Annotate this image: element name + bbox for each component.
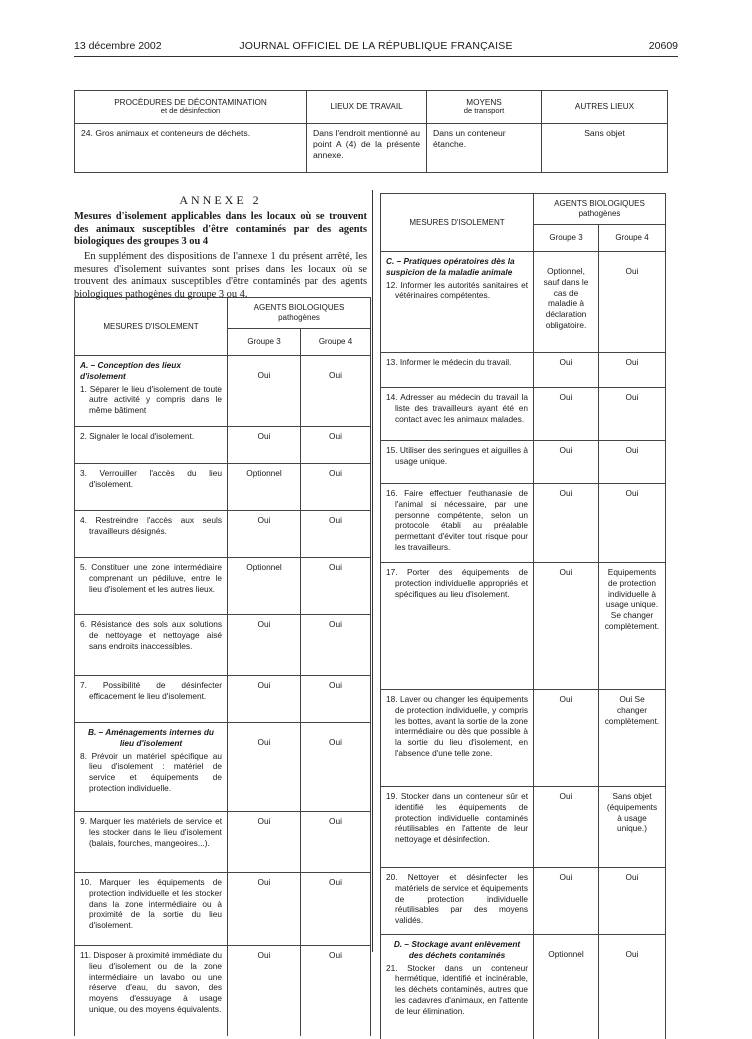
section-title: D. – Stockage avant enlèvement des déchets contaminés: [386, 939, 528, 961]
cell-measure: [75, 873, 228, 946]
annex-heading: Mesures d'isolement applicables dans les locaux où se trouvent des animaux susceptibles d'être contaminés par des agents biologiques des groupes 3 ou 4: [74, 211, 367, 249]
measure-text: 9. Marquer les matériels de service et les stocker dans le lieu d'isolement (balais, fourches, mangeoires...).: [80, 816, 222, 848]
table-header-row: [381, 194, 666, 225]
cell-group-4: Oui: [301, 723, 371, 812]
cell-group-4: Oui: [301, 464, 371, 511]
cell-measure: [75, 812, 228, 873]
cell-group-4: Sans objet (équipements à usage unique.): [599, 787, 666, 868]
cell-group-3: Oui: [534, 868, 599, 935]
table-row: [381, 787, 666, 868]
table-row: [75, 676, 371, 723]
table-row: [381, 868, 666, 935]
cell-group-4: Oui: [301, 511, 371, 558]
cell-measure: [381, 484, 534, 563]
header-lieux-travail: LIEUX DE TRAVAIL: [307, 91, 427, 124]
table-row: [75, 464, 371, 511]
isolation-measures-table-right: [380, 193, 666, 1039]
header-page-number: 20609: [649, 40, 678, 52]
cell-group-4: Oui: [301, 873, 371, 946]
cell-group-4: Oui: [301, 558, 371, 615]
measure-text: 3. Verrouiller l'accès du lieu d'isolement.: [80, 468, 222, 490]
table-row: [381, 484, 666, 563]
cell-measure: [381, 690, 534, 787]
cell-group-4: Oui: [301, 946, 371, 1037]
cell-group-3: Oui: [228, 946, 301, 1037]
measure-text: 4. Restreindre l'accès aux seuls travailleurs désignés.: [80, 515, 222, 537]
cell-measure: [75, 558, 228, 615]
cell-group-3: Oui: [228, 873, 301, 946]
header-agents: AGENTS BIOLOGIQUES pathogènes: [228, 298, 371, 329]
cell-group-3: Oui: [534, 690, 599, 787]
cell-group-3: Oui: [534, 484, 599, 563]
cell-measure: [381, 868, 534, 935]
cell-measure: [75, 723, 228, 812]
cell-group-4: Oui: [301, 676, 371, 723]
measure-text: 8. Prévoir un matériel spécifique au lieu d'isolement : matériel de service et équipements de protection individuelle.: [80, 751, 222, 794]
table-row: [75, 723, 371, 812]
table-header-row: [75, 298, 371, 329]
section-title: C. – Pratiques opératoires dès la suspicion de la maladie animale: [386, 256, 528, 278]
table-row: [381, 252, 666, 353]
table-row: [381, 388, 666, 441]
cell-group-4: Oui: [599, 353, 666, 388]
cell-measure: [381, 441, 534, 484]
cell-group-4: Oui: [599, 388, 666, 441]
table-row: [75, 124, 668, 173]
cell-measure: [75, 676, 228, 723]
header-group-3: Groupe 3: [228, 329, 301, 356]
table-row: [75, 946, 371, 1037]
column-divider: [372, 190, 373, 952]
cell-group-3: Optionnel: [228, 558, 301, 615]
table-row: [381, 441, 666, 484]
measure-text: 19. Stocker dans un conteneur sûr et identifié les équipements de protection individuelle contaminés réutilisables en l'attente de leur nettoyage et désinfection.: [386, 791, 528, 845]
cell-group-3: Oui: [228, 511, 301, 558]
cell-group-4: Oui: [599, 441, 666, 484]
header-journal-title: JOURNAL OFFICIEL DE LA RÉPUBLIQUE FRANÇAISE: [74, 40, 678, 52]
cell-group-3: Oui: [228, 676, 301, 723]
measure-text: 15. Utiliser des seringues et aiguilles à usage unique.: [386, 445, 528, 467]
table-header-row: [75, 91, 668, 124]
table-row: [75, 356, 371, 427]
cell-group-4: Oui: [599, 935, 666, 1039]
table-row: [75, 558, 371, 615]
cell-measure: [75, 356, 228, 427]
table-row: [75, 511, 371, 558]
cell-measure: [381, 353, 534, 388]
isolation-measures-table-left: [74, 297, 371, 1036]
cell-group-3: Optionnel: [228, 464, 301, 511]
table-row: [381, 690, 666, 787]
header-group-3: Groupe 3: [534, 225, 599, 252]
annex-title: ANNEXE 2: [74, 193, 367, 208]
cell-autres: Sans objet: [542, 124, 668, 173]
table-row: [75, 873, 371, 946]
measure-text: 6. Résistance des sols aux solutions de nettoyage et nettoyage aisé sans endroits inaccessibles.: [80, 619, 222, 651]
cell-group-3: Oui: [228, 615, 301, 676]
cell-moyens: Dans un conteneur étanche.: [427, 124, 542, 173]
measure-text: 13. Informer le médecin du travail.: [386, 357, 528, 368]
header-agents: AGENTS BIOLOGIQUES pathogènes: [534, 194, 666, 225]
cell-group-3: Oui: [534, 441, 599, 484]
cell-group-3: Oui: [228, 812, 301, 873]
measure-text: 20. Nettoyer et désinfecter les matériels de service et équipements de protection individuelle réutilisables par des moyens validés.: [386, 872, 528, 926]
measure-text: 21. Stocker dans un conteneur hermétique, identifié et incinérable, les déchets contaminés, autres que les cadavres d'animaux, en l'attente de leur élimination.: [386, 963, 528, 1017]
table-row: [381, 935, 666, 1039]
measure-text: 17. Porter des équipements de protection individuelle appropriés et spécifiques au lieu d'isolement.: [386, 567, 528, 599]
measure-text: 2. Signaler le local d'isolement.: [80, 431, 222, 442]
cell-measure: [75, 615, 228, 676]
header-group-4: Groupe 4: [599, 225, 666, 252]
header-autres-lieux: AUTRES LIEUX: [542, 91, 668, 124]
cell-measure: [381, 252, 534, 353]
measure-text: 14. Adresser au médecin du travail la liste des travailleurs ayant été en contact avec les animaux malades.: [386, 392, 528, 424]
cell-group-3: Optionnel, sauf dans le cas de maladie à déclaration obligatoire.: [534, 252, 599, 353]
header-measures: MESURES D'ISOLEMENT: [75, 298, 228, 356]
table-row: [75, 812, 371, 873]
page-header: [74, 40, 678, 57]
measure-text: 10. Marquer les équipements de protection individuelle et les stocker dans la zone intermédiaire ou à proximité de la sortie du lieu d'isolement.: [80, 877, 222, 931]
cell-group-3: Oui: [534, 353, 599, 388]
cell-group-3: Oui: [228, 723, 301, 812]
cell-measure: [381, 935, 534, 1039]
table-row: [75, 615, 371, 676]
measure-text: 7. Possibilité de désinfecter efficacement le lieu d'isolement.: [80, 680, 222, 702]
cell-group-3: Oui: [228, 427, 301, 464]
cell-group-4: Oui: [599, 484, 666, 563]
measure-text: 11. Disposer à proximité immédiate du lieu d'isolement ou de la zone intermédiaire un lavabo ou une réserve d'eau, du savon, des moyens d'essuyage à usage unique, ou des moyens équivalents.: [80, 950, 222, 1015]
header-procedures: PROCÉDURES DE DÉCONTAMINATION et de désinfection: [75, 91, 307, 124]
cell-measure: [75, 464, 228, 511]
header-moyens-transport: MOYENS de transport: [427, 91, 542, 124]
cell-group-3: Oui: [534, 563, 599, 690]
cell-group-4: Oui: [301, 427, 371, 464]
measure-text: 1. Séparer le lieu d'isolement de toute autre activité y compris dans le même bâtiment: [80, 384, 222, 416]
cell-lieux: Dans l'endroit mentionné au point A (4) de la présente annexe.: [307, 124, 427, 173]
cell-measure: [381, 563, 534, 690]
decontamination-table: [74, 90, 668, 173]
measure-text: 12. Informer les autorités sanitaires et vétérinaires compétentes.: [386, 280, 528, 302]
table-row: [381, 563, 666, 690]
cell-group-3: Optionnel: [534, 935, 599, 1039]
measure-text: 5. Constituer une zone intermédiaire comprenant un pédiluve, entre le lieu d'isolement et les autres lieux.: [80, 562, 222, 594]
cell-group-3: Oui: [534, 787, 599, 868]
section-title: B. – Aménagements internes du lieu d'isolement: [80, 727, 222, 749]
cell-group-4: Equipements de protection individuelle à usage unique. Se changer complètement.: [599, 563, 666, 690]
cell-measure: [75, 946, 228, 1037]
cell-group-4: Oui: [599, 252, 666, 353]
cell-measure: [381, 787, 534, 868]
cell-measure: [75, 511, 228, 558]
cell-measure: [75, 427, 228, 464]
measure-text: 18. Laver ou changer les équipements de protection individuelle, y compris les bottes, avant la sortie de la zone intermédiaire ou dès que possible à la sortie du lieu d'isolement, en l'absence d'une telle zone.: [386, 694, 528, 759]
cell-group-4: Oui: [599, 868, 666, 935]
header-date: 13 décembre 2002: [74, 40, 162, 52]
annex-intro: En supplément des dispositions de l'annexe 1 du présent arrêté, les mesures d'isolement suivantes sont prises dans les locaux où se trouvent des animaux susceptibles d'être contaminés par des agents biologiques pathogènes du groupe 3 ou 4.: [74, 251, 367, 302]
cell-measure: [381, 388, 534, 441]
cell-group-4: Oui: [301, 615, 371, 676]
measure-text: 16. Faire effectuer l'euthanasie de l'animal si nécessaire, par une personne compétente, selon un protocole établi au préalable permettant d'éviter tout risque pour les travailleurs.: [386, 488, 528, 553]
cell-procedure: 24. Gros animaux et conteneurs de déchets.: [75, 124, 307, 173]
section-title: A. – Conception des lieux d'isolement: [80, 360, 222, 382]
cell-group-3: Oui: [228, 356, 301, 427]
cell-group-4: Oui: [301, 356, 371, 427]
table-row: [75, 427, 371, 464]
cell-group-4: Oui: [301, 812, 371, 873]
cell-group-3: Oui: [534, 388, 599, 441]
cell-group-4: Oui Se changer complètement.: [599, 690, 666, 787]
table-row: [381, 353, 666, 388]
header-group-4: Groupe 4: [301, 329, 371, 356]
header-measures: MESURES D'ISOLEMENT: [381, 194, 534, 252]
